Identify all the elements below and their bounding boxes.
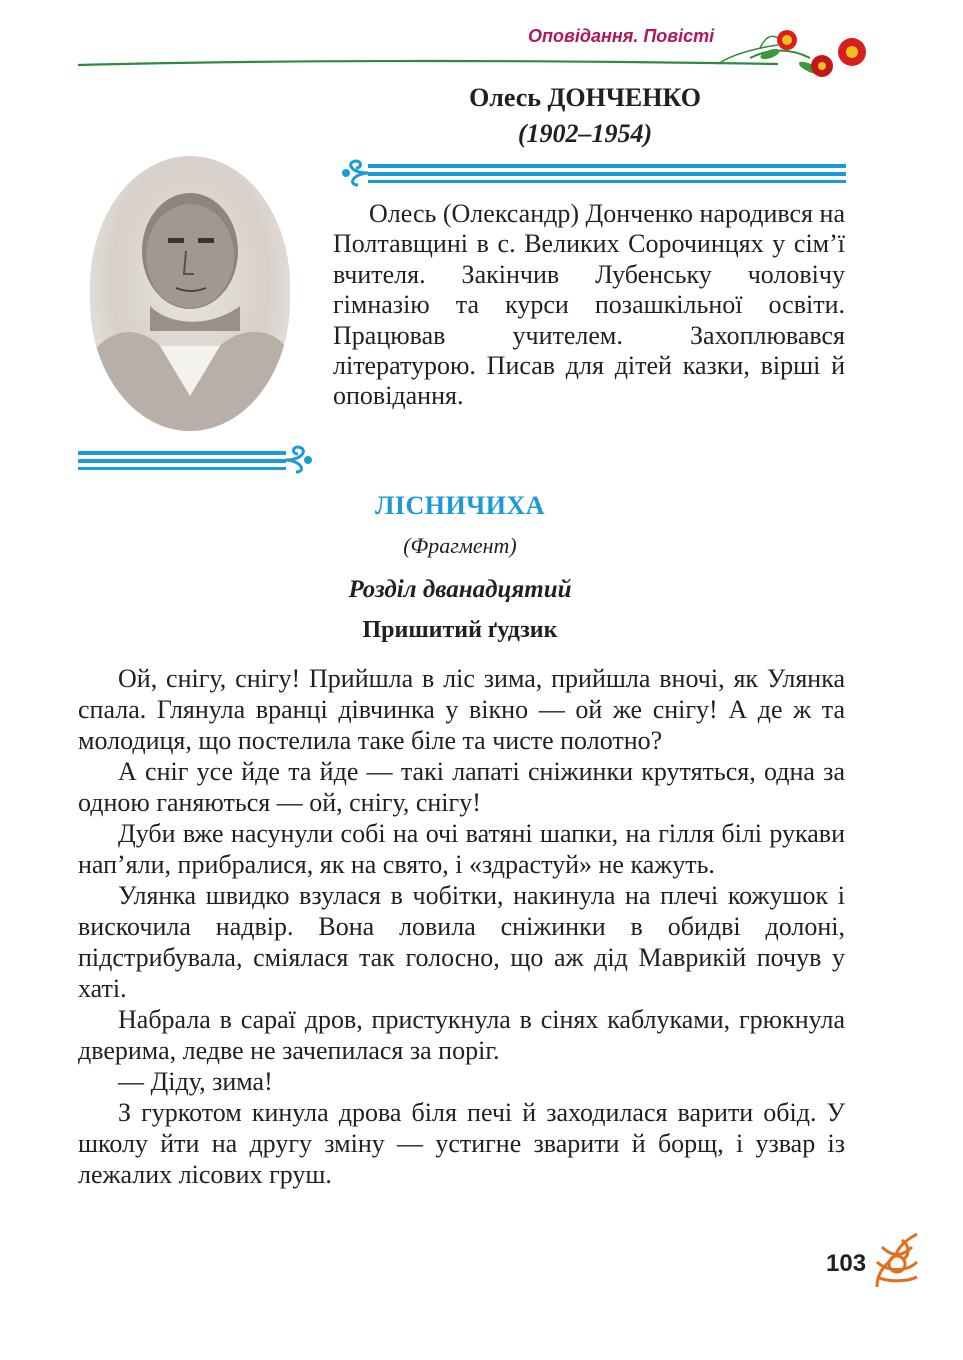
blue-scroll-ornament-icon [340, 158, 846, 188]
story-paragraph: Дуби вже насунули собі на очі ватяні шапки, на гілля білі рукави нап’яли, прибралися, як на свято, і «здрастуй» не кажуть. [78, 819, 845, 879]
story-paragraph: А сніг усе йде та йде — такі лапаті сніжинки крутяться, одна за одною ганяються — ой, снігу, снігу! [78, 757, 845, 817]
bio-paragraph: Олесь (Олександр) Донченко народився на Полтавщині в с. Великих Сорочинцях у сім’ї вчителя. Закінчив Лубенську чоловічу гімназію та курси позашкільної освіти. Працював учителем. Захоплювався літературою. Писав для дітей казки, вірші й оповідання. [333, 199, 845, 411]
author-portrait [90, 156, 290, 431]
story-paragraph: З гуркотом кинула дрова біля печі й заходилася варити обід. У школу йти на другу зміну — устигне зварити й борщ, і узвар із лежалих лісових груш. [78, 1098, 845, 1189]
red-carnation-flowers-icon [740, 18, 870, 88]
orange-celtic-knot-ornament-icon [872, 1232, 922, 1292]
chapter-title: Розділ дванадцятий [348, 576, 572, 603]
story-fragment-note: (Фрагмент) [403, 533, 517, 558]
author-years: (1902–1954) [517, 119, 653, 148]
story-text [78, 663, 845, 1190]
story-paragraph: — Діду, зима! [118, 1067, 273, 1096]
chapter-subtitle: Пришитий ґудзик [362, 617, 558, 643]
story-paragraph: Набрала в сараї дров, пристукнула в сінях каблуками, грюкнула дверима, ледве не зачепилася за поріг. [78, 1005, 845, 1065]
author-name: Олесь ДОНЧЕНКО [469, 83, 701, 112]
blue-scroll-ornament-icon [78, 443, 314, 475]
story-paragraph: Улянка швидко взулася в чобітки, накинула на плечі кожушок і вискочила надвір. Вона ловила сніжинки в обидві долоні, підстрибувала, сміялася так голосно, що аж дід Маврикій почув у хаті. [78, 881, 845, 1003]
author-biography [333, 199, 845, 412]
page-number: 103 [826, 1250, 867, 1277]
author-portrait-icon [90, 156, 290, 431]
story-title: ЛІСНИЧИХА [374, 491, 546, 520]
section-title: Оповідання. Повісті [528, 26, 715, 46]
story-paragraph: Ой, снігу, снігу! Прийшла в ліс зима, прийшла вночі, як Улянка спала. Глянула вранці дівчинка у вікно — ой же снігу! А де ж та молодиця, що постелила таке біле та чисте полотно? [78, 664, 845, 755]
